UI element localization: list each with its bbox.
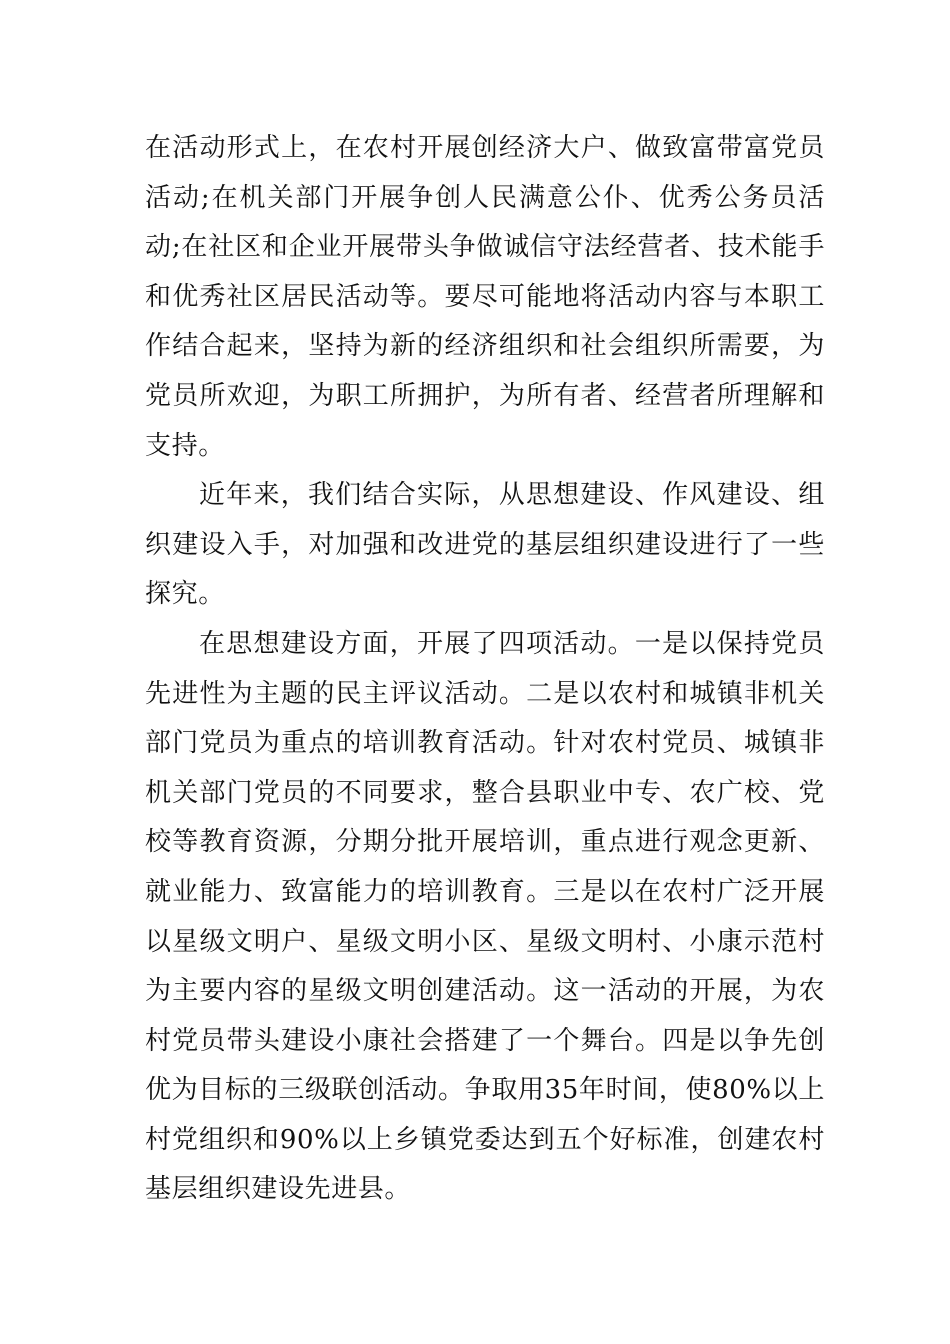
- document-body: [145, 124, 825, 1215]
- paragraph-ideological-building: 在思想建设方面，开展了四项活动。一是以保持党员先进性为主题的民主评议活动。二是以农村和城镇非机关部门党员为重点的培训教育活动。针对农村党员、城镇非机关部门党员的不同要求，整合县职业中专、农广校、党校等教育资源，分期分批开展培训，重点进行观念更新、就业能力、致富能力的培训教育。三是以在农村广泛开展以星级文明户、星级文明小区、星级文明村、小康示范村为主要内容的星级文明创建活动。这一活动的开展，为农村党员带头建设小康社会搭建了一个舞台。四是以争先创优为目标的三级联创活动。争取用35年时间，使80%以上村党组织和90%以上乡镇党委达到五个好标准，创建农村基层组织建设先进县。: [145, 628, 825, 1205]
- paragraph-recent-years: 近年来，我们结合实际，从思想建设、作风建设、组织建设入手，对加强和改进党的基层组织建设进行了一些探究。: [145, 480, 825, 610]
- paragraph-activity-forms: 在活动形式上，在农村开展创经济大户、做致富带富党员活动;在机关部门开展争创人民满意公仆、优秀公务员活动;在社区和企业开展带头争做诚信守法经营者、技术能手和优秀社区居民活动等。要尽可能地将活动内容与本职工作结合起来，坚持为新的经济组织和社会组织所需要，为党员所欢迎，为职工所拥护，为所有者、经营者所理解和支持。: [145, 133, 825, 461]
